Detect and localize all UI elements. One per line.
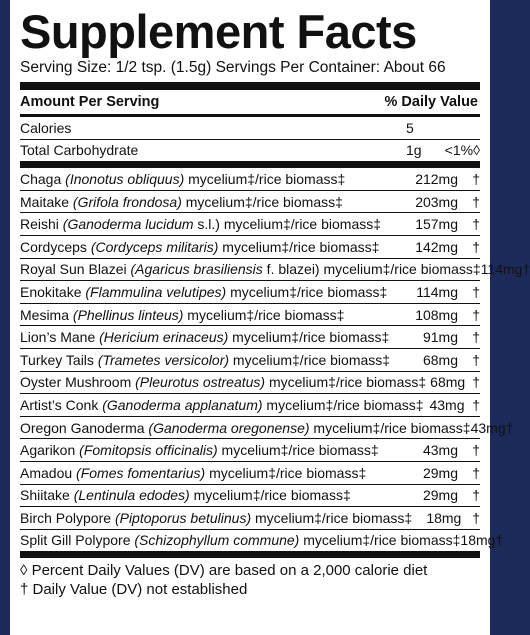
ingredient-common-name: Oyster Mushroom (20, 374, 132, 391)
carbohydrate-row (20, 140, 480, 162)
ingredient-source: mycelium‡/rice biomass‡ (229, 351, 391, 368)
ingredient-common-name: Agarikon (20, 442, 76, 459)
ingredient-name (20, 532, 460, 548)
ingredient-dv: † (472, 216, 480, 233)
ingredient-dv: † (495, 532, 504, 549)
ingredient-scientific-name: (Cordyceps militaris) (90, 238, 219, 255)
ingredient-amount: 43mg (470, 419, 506, 436)
amount-per-serving-label: Amount Per Serving (20, 94, 160, 110)
ingredient-row (20, 485, 480, 508)
ingredient-row (20, 281, 480, 304)
ingredient-common-name: Cordyceps (20, 238, 87, 255)
ingredient-amount: 212mg (415, 170, 458, 187)
ingredient-source: mycelium‡/rice biomass‡ (217, 442, 379, 459)
ingredient-name (20, 397, 424, 413)
ingredient-row (20, 507, 480, 530)
ingredient-source: mycelium‡/rice biomass‡ (218, 238, 380, 255)
ingredient-scientific-name: (Ganoderma lucidum (62, 216, 194, 233)
panel-title: Supplement Facts (20, 5, 417, 58)
ingredient-dv: † (472, 193, 480, 210)
ingredient-scientific-name: (Grifola frondosa) (72, 193, 182, 210)
carbohydrate-dv: <1%◊ (444, 142, 480, 159)
ingredient-scientific-name: (Schizophyllum commune) (134, 532, 300, 549)
ingredient-scientific-name: (Fomitopsis officinalis) (79, 442, 218, 459)
ingredient-common-name: Split Gill Polypore (20, 532, 131, 549)
ingredient-amount: 29mg (422, 487, 458, 504)
ingredient-dv: † (472, 170, 480, 187)
ingredient-common-name: Oregon Ganoderma (20, 419, 145, 436)
ingredient-source: mycelium‡/rice biomass‡ (189, 487, 351, 504)
ingredient-amount: 108mg (415, 306, 458, 323)
ingredient-common-name: Shiitake (20, 487, 70, 504)
ingredient-amount: 43mg (429, 396, 465, 413)
ingredient-row (20, 326, 480, 349)
ingredient-amount: 68mg (430, 374, 466, 391)
ingredient-row (20, 259, 530, 282)
ingredient-row (20, 236, 480, 259)
ingredient-row (20, 462, 480, 485)
ingredient-source: f. blazei) mycelium‡/rice biomass‡ (262, 261, 481, 278)
ingredient-row (20, 372, 480, 395)
calories-label: Calories (20, 119, 72, 136)
ingredient-common-name: Maitake (20, 193, 70, 210)
ingredient-row (20, 439, 480, 462)
thick-divider (20, 551, 480, 558)
ingredient-list (20, 168, 530, 551)
ingredient-row (20, 349, 480, 372)
ingredient-common-name: Amadou (20, 464, 73, 481)
ingredient-dv: † (472, 396, 480, 413)
ingredient-name (20, 216, 400, 232)
column-header (20, 90, 480, 114)
footnote-dv-not-established: † Daily Value (DV) not established (20, 581, 248, 599)
calories-row (20, 117, 480, 140)
ingredient-row (20, 417, 514, 440)
ingredient-dv: † (472, 238, 480, 255)
ingredient-scientific-name: (Ganoderma oregonense) (148, 419, 310, 436)
supplement-facts-panel (10, 0, 530, 635)
ingredient-scientific-name: (Inonotus obliquus) (65, 170, 185, 187)
serving-info: Serving Size: 1/2 tsp. (1.5g) Servings Per Container: About 66 (20, 59, 446, 76)
ingredient-amount: 157mg (415, 216, 458, 233)
ingredient-source: mycelium‡/rice biomass‡ (251, 509, 413, 526)
ingredient-amount: 18mg (460, 532, 496, 549)
ingredient-row (20, 304, 480, 327)
ingredient-dv: † (472, 509, 480, 526)
ingredient-amount: 142mg (415, 238, 458, 255)
ingredient-scientific-name: (Phellinus linteus) (72, 306, 184, 323)
ingredient-dv: † (472, 283, 480, 300)
ingredient-dv: † (472, 351, 480, 368)
ingredient-source: mycelium‡/rice biomass‡ (184, 170, 346, 187)
ingredient-amount: 114mg (416, 283, 458, 300)
ingredient-name (20, 420, 471, 436)
ingredient-scientific-name: (Pleurotus ostreatus) (135, 374, 266, 391)
ingredient-source: mycelium‡/rice biomass‡ (228, 329, 390, 346)
ingredient-name (20, 510, 412, 526)
daily-value-label: % Daily Value (384, 94, 478, 110)
ingredient-source: mycelium‡/rice biomass‡ (181, 193, 343, 210)
ingredient-scientific-name: (Fomes fomentarius) (76, 464, 206, 481)
ingredient-amount: 203mg (415, 193, 458, 210)
ingredient-name (20, 239, 400, 255)
ingredient-source: s.l.) mycelium‡/rice biomass‡ (193, 216, 382, 233)
ingredient-row (20, 191, 480, 214)
ingredient-common-name: Lion’s Mane (20, 329, 96, 346)
ingredient-name (20, 171, 400, 187)
ingredient-scientific-name: (Trametes versicolor) (97, 351, 230, 368)
ingredient-name (20, 261, 481, 277)
ingredient-source: mycelium‡/rice biomass‡ (205, 464, 367, 481)
ingredient-common-name: Royal Sun Blazei (20, 261, 127, 278)
ingredient-scientific-name: (Hericium erinaceus) (99, 329, 229, 346)
ingredient-row (20, 394, 480, 417)
ingredient-common-name: Chaga (20, 170, 62, 187)
ingredient-common-name: Reishi (20, 216, 59, 233)
ingredient-common-name: Turkey Tails (20, 351, 94, 368)
ingredient-name (20, 465, 400, 481)
ingredient-name (20, 442, 400, 458)
ingredient-dv: † (472, 442, 480, 459)
ingredient-amount: 68mg (422, 351, 458, 368)
footnote-dv-basis: ◊ Percent Daily Values (DV) are based on a 2,000 calorie diet (20, 562, 428, 580)
carbohydrate-label: Total Carbohydrate (20, 142, 139, 159)
ingredient-source: mycelium‡/rice biomass‡ (309, 419, 471, 436)
thick-divider (20, 82, 480, 90)
ingredient-dv: † (472, 329, 480, 346)
ingredient-dv: † (522, 261, 530, 278)
ingredient-amount: 29mg (422, 464, 458, 481)
calories-amount: 5 (406, 119, 414, 136)
ingredient-name (20, 194, 400, 210)
ingredient-amount: 18mg (426, 509, 462, 526)
ingredient-row (20, 213, 480, 236)
ingredient-name (20, 284, 400, 300)
ingredient-amount: 114mg (480, 261, 523, 278)
ingredient-row (20, 530, 504, 552)
ingredient-scientific-name: (Flammulina velutipes) (85, 283, 227, 300)
ingredient-name (20, 307, 400, 323)
ingredient-dv: † (505, 419, 514, 436)
ingredient-amount: 43mg (422, 442, 458, 459)
ingredient-dv: † (472, 464, 480, 481)
ingredient-scientific-name: (Lentinula edodes) (73, 487, 190, 504)
ingredient-row (20, 168, 480, 191)
ingredient-name (20, 329, 400, 345)
ingredient-source: mycelium‡/rice biomass‡ (226, 283, 388, 300)
ingredient-dv: † (472, 487, 480, 504)
ingredient-source: mycelium‡/rice biomass‡ (299, 532, 461, 549)
ingredient-source: mycelium‡/rice biomass‡ (183, 306, 345, 323)
ingredient-dv: † (472, 306, 480, 323)
ingredient-source: mycelium‡/rice biomass‡ (265, 374, 427, 391)
ingredient-name (20, 487, 400, 503)
ingredient-dv: † (472, 374, 480, 391)
ingredient-common-name: Birch Polypore (20, 509, 112, 526)
footnotes (20, 558, 480, 599)
ingredient-common-name: Mesima (20, 306, 70, 323)
ingredient-name (20, 374, 426, 390)
carbohydrate-amount: 1g (406, 142, 422, 159)
ingredient-scientific-name: (Ganoderma applanatum) (102, 396, 263, 413)
ingredient-scientific-name: (Agaricus brasiliensis (130, 261, 263, 278)
ingredient-amount: 91mg (422, 329, 458, 346)
ingredient-name (20, 352, 400, 368)
ingredient-common-name: Artist’s Conk (20, 396, 99, 413)
ingredient-source: mycelium‡/rice biomass‡ (262, 396, 424, 413)
ingredient-scientific-name: (Piptoporus betulinus) (114, 509, 252, 526)
thick-divider (20, 161, 480, 168)
ingredient-common-name: Enokitake (20, 283, 82, 300)
